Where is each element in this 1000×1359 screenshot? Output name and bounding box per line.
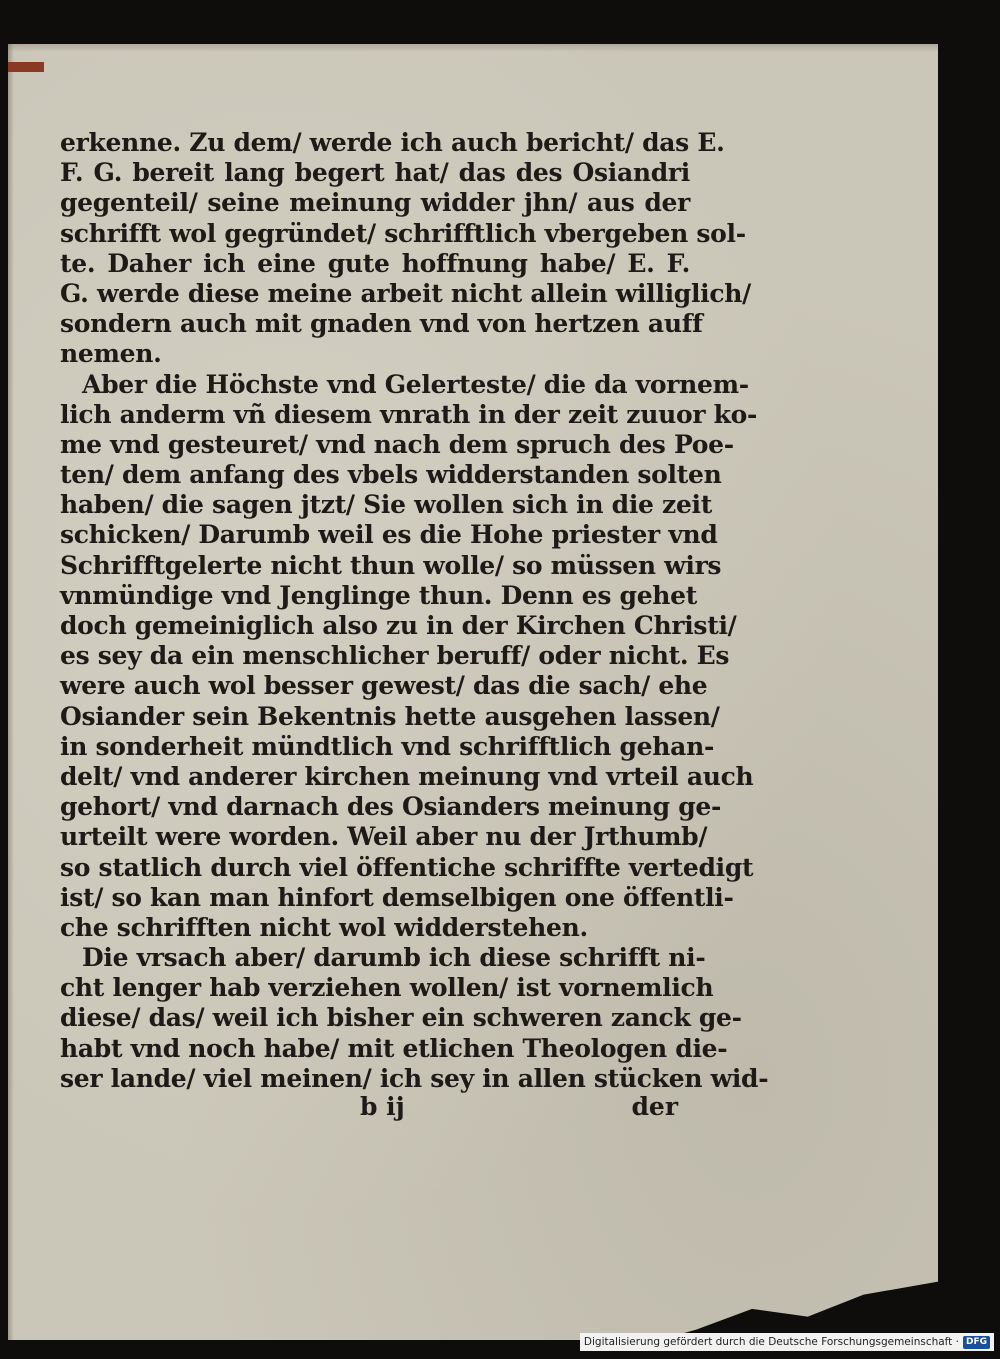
text-line: schicken/ Darumb weil es die Hohe priester vnd (60, 520, 718, 550)
text-line: ten/ dem anfang des vbels widderstanden solten (60, 460, 722, 490)
text-line: es sey da ein menschlicher beruff/ oder nicht. Es (60, 641, 730, 671)
digitization-credit (580, 1333, 994, 1351)
text-line: cht lenger hab verziehen wollen/ ist vornemlich (60, 973, 714, 1003)
text-line: vnmündige vnd Jenglinge thun. Denn es gehet (60, 580, 698, 610)
text-line: nemen. (60, 339, 162, 369)
text-line: delt/ vnd anderer kirchen meinung vnd vrteil auch (60, 761, 754, 791)
text-line: so statlich durch viel öffentiche schriffte vertedigt (60, 852, 754, 882)
text-line: F. G. bereit lang begert hat/ das des Osiandri (60, 158, 690, 188)
text-line: lich anderm vñ diesem vnrath in der zeit zuuor ko- (60, 399, 758, 429)
text-line: in sonderheit mündtlich vnd schrifftlich gehan- (60, 731, 715, 761)
text-line: sondern auch mit gnaden vnd von hertzen auff (60, 309, 703, 339)
text-line: te. Daher ich eine gute hoffnung habe/ E. F. (60, 248, 690, 278)
text-line: ser lande/ viel meinen/ ich sey in allen stücken wid- (60, 1063, 769, 1093)
signature-mark: b ij (360, 1092, 405, 1121)
corner-marker (8, 62, 44, 72)
text-line: habt vnd noch habe/ mit etlichen Theologen die- (60, 1033, 728, 1063)
credit-text: Digitalisierung gefördert durch die Deutsche Forschungsgemeinschaft · (583, 1336, 959, 1348)
text-line: schrifft wol gegründet/ schrifftlich vbergeben sol- (60, 218, 746, 248)
text-line: haben/ die sagen jtzt/ Sie wollen sich in die zeit (60, 490, 712, 520)
text-line: doch gemeiniglich also zu in der Kirchen Christi/ (60, 611, 737, 640)
page-text (60, 128, 769, 1094)
text-line: gegenteil/ seine meinung widder jhn/ aus der (60, 188, 690, 218)
text-line: were auch wol besser gewest/ das die sach/ ehe (60, 671, 708, 701)
text-line: Die vrsach aber/ darumb ich diese schrifft ni- (82, 943, 706, 973)
text-line: urteilt were worden. Weil aber nu der Jrthumb/ (60, 822, 708, 852)
page-footer (60, 1092, 690, 1126)
page-gutter-shadow (8, 44, 14, 1340)
text-line: Schrifftgelerte nicht thun wolle/ so müssen wirs (60, 550, 722, 580)
text-line: Aber die Höchste vnd Gelerteste/ die da vornem- (82, 369, 749, 399)
text-line: che schrifften nicht wol widderstehen. (60, 912, 588, 942)
text-line: gehort/ vnd darnach des Osianders meinung ge- (60, 792, 722, 822)
text-line: G. werde diese meine arbeit nicht allein williglich/ (60, 278, 751, 308)
text-line: diese/ das/ weil ich bisher ein schweren zanck ge- (60, 1003, 742, 1033)
text-line: erkenne. Zu dem/ werde ich auch bericht/ das E. (60, 128, 725, 157)
dfg-logo: DFG (963, 1336, 990, 1349)
text-line: ist/ so kan man hinfort demselbigen one öffentli- (60, 882, 734, 912)
text-line: Osiander sein Bekentnis hette ausgehen lassen/ (60, 701, 720, 731)
text-line: me vnd gesteuret/ vnd nach dem spruch des Poe- (60, 429, 734, 459)
page-top-shadow (8, 44, 938, 52)
catchword: der (631, 1092, 678, 1121)
